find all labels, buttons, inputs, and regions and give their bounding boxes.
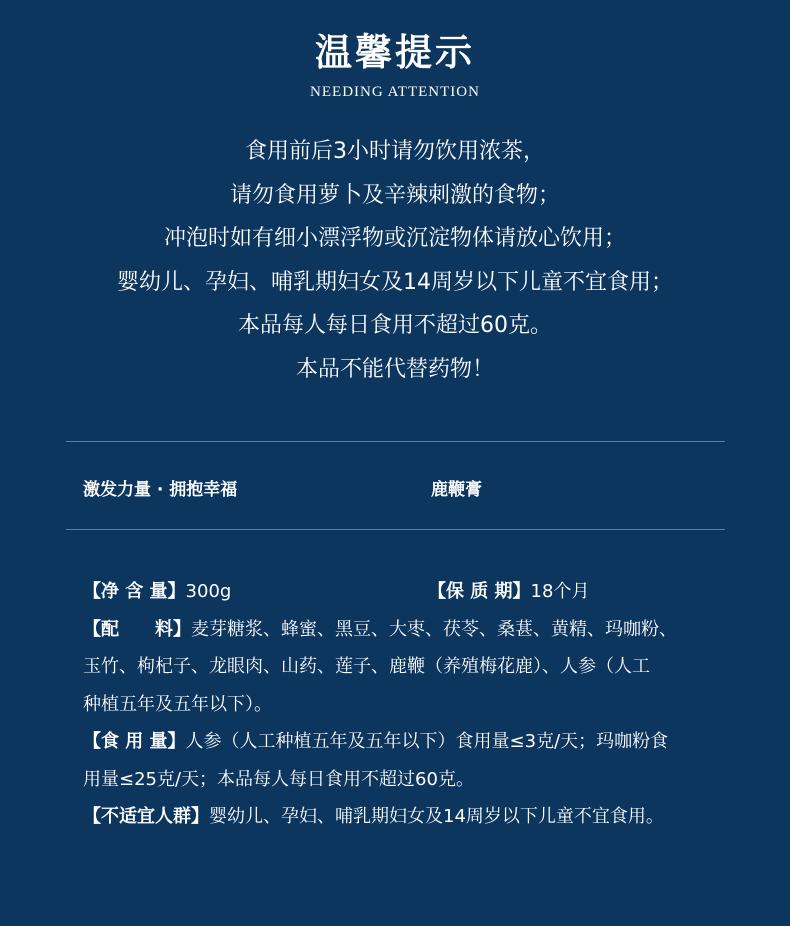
note-line: 请勿食用萝卜及辛辣刺激的食物；: [229, 182, 560, 208]
product-name: 鹿鞭膏: [431, 480, 482, 500]
page-title: 温馨提示: [315, 30, 475, 74]
spec-row-net-shelf: [83, 573, 723, 611]
divider-bottom: [66, 529, 725, 530]
spec-value: 麦芽糖浆、蜂蜜、黑豆、大枣、茯苓、桑葚、黄精、玛咖粉、: [191, 618, 677, 640]
spec-value: 300g: [185, 581, 232, 602]
spec-label: 【保 质 期】: [428, 581, 531, 602]
spec-shelf-life: [428, 573, 589, 611]
note-line: 婴幼儿、孕妇、哺乳期妇女及14周岁以下儿童不宜食用；: [117, 269, 673, 295]
note-line: 本品不能代替药物！: [295, 356, 494, 382]
brand-slogan: 激发力量 · 拥抱幸福: [83, 480, 238, 500]
spec-label: 【净 含 量】: [83, 581, 186, 602]
spec-value: 婴幼儿、孕妇、哺乳期妇女及14周岁以下儿童不宜食用。: [209, 806, 664, 827]
spec-unsuitable: [83, 798, 723, 836]
spec-label: 【不适宜人群】: [83, 806, 209, 827]
spec-ingredients-cont: 玉竹、枸杞子、龙眼肉、山药、莲子、鹿鞭（养殖梅花鹿）、人参（人工: [83, 656, 650, 677]
spec-list: [83, 573, 723, 836]
page-subtitle: NEEDING ATTENTION: [310, 84, 480, 100]
spec-dosage-cont: 用量≤25克/天；本品每人每日食用不超过60克。: [83, 768, 474, 790]
spec-net-content: [83, 581, 231, 602]
spec-ingredients-cont: 种植五年及五年以下）。: [83, 693, 272, 715]
note-line: 冲泡时如有细小漂浮物或沉淀物体请放心饮用；: [163, 226, 626, 252]
spec-value: 18个月: [530, 581, 590, 602]
notes-block: [0, 130, 790, 392]
spec-label: 【食 用 量】: [83, 731, 186, 752]
spec-ingredients: [83, 611, 723, 649]
note-line: 食用前后3小时请勿饮用浓茶，: [245, 139, 545, 164]
note-line: 本品每人每日食用不超过60克。: [238, 313, 552, 339]
spec-label: 【配 料】: [83, 618, 191, 640]
divider-top: [66, 441, 725, 442]
spec-dosage: [83, 723, 723, 761]
spec-value: 人参（人工种植五年及五年以下）食用量≤3克/天；玛咖粉食: [185, 731, 669, 752]
